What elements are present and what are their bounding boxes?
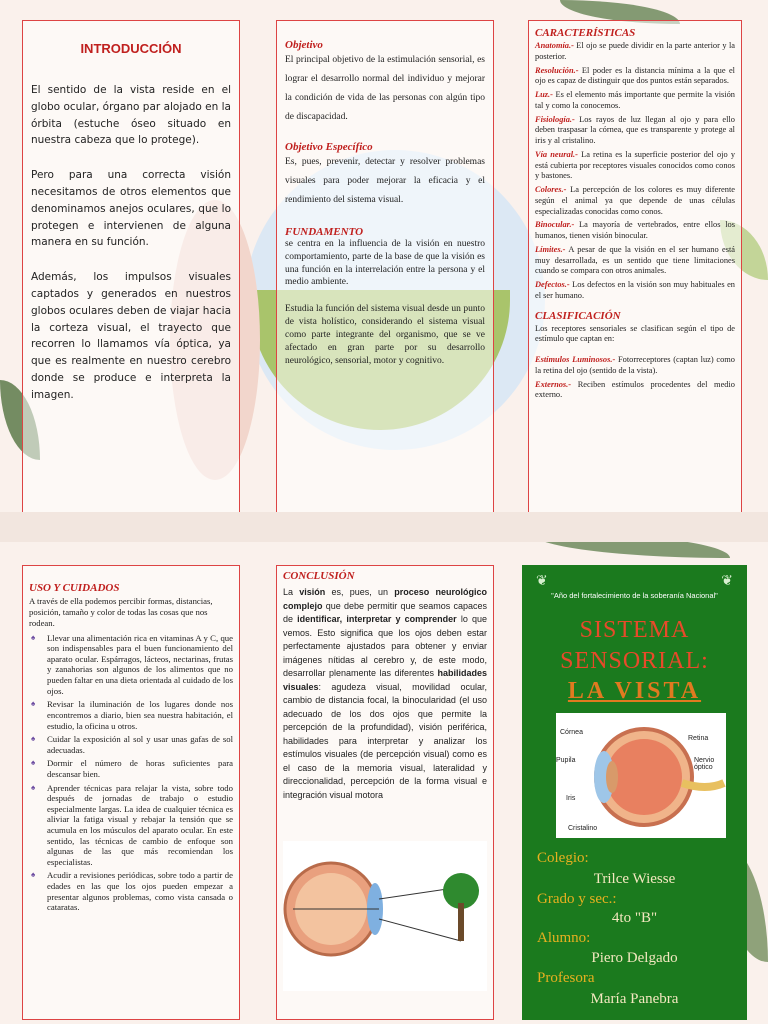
profesora-label: Profesora [537, 970, 595, 986]
clasificacion-list [535, 355, 735, 401]
leaf-decor [530, 532, 730, 558]
cover-title-line2: SENSORIAL: [560, 648, 709, 674]
feature-item: Binocular.- La mayoría de vertebrados, entre ellos los humanos, tienen visión binocular. [535, 220, 735, 240]
clasificacion-text: Los receptores sensoriales se clasifican según el tipo de estímulo que captan en: [535, 323, 735, 344]
colegio-label: Colegio: [537, 850, 589, 866]
label-iris: Iris [566, 795, 576, 802]
care-list-item: ♠ Llevar una alimentación rica en vitaminas A y C, que son indispensables para el buen funcionamiento del aparato ocular. Espárragos, lácteos, nectarinas, frutas y zanahorias son algunos de los alimentos que no pueden faltar en una dieta orientada al cuidado de los ojos. [29, 633, 233, 697]
label-nervio: Nervio óptico [694, 757, 715, 771]
intro-paragraph: El sentido de la vista reside en el globo ocular, órgano par alojado en la órbita (estuche óseo situado en nuestra cabeza que lo protege). [31, 84, 231, 147]
feature-item: Límites.- A pesar de que la visión en el ser humano está muy desarrollada, es un sentido que tiene limitaciones cuando se compara con otros animales. [535, 244, 735, 276]
uso-intro: A través de ella podemos percibir formas, distancias, posición, tamaño y color de todas las cosas que nos rodean. [29, 596, 213, 628]
eye-anatomy-image [556, 713, 726, 838]
cover-title-line3: LA VISTA [567, 678, 702, 704]
care-list-item: ♠ Dormir el número de horas suficientes para descansar bien. [29, 758, 233, 779]
caracteristicas-title: CARACTERÍSTICAS [535, 27, 636, 39]
panel-objetivo [276, 20, 494, 512]
cover-title-line1: SISTEMA [579, 617, 690, 643]
feature-item: Estímulos Luminosos.- Fotorreceptores (captan luz) como la retina del ojo (sentido de la vista). [535, 355, 735, 375]
motto: "Año del fortalecimiento de la soberanía Nacional" [551, 591, 718, 600]
intro-paragraph: Además, los impulsos visuales captados y generados en nuestros globos oculares deben de viajar hacia la corteza visual, el trayecto que recorren lo llamamos vía óptica, ya que es realmente en nuestro cerebro donde se produce e interpreta la imagen. [31, 271, 231, 401]
panel-portada [522, 565, 747, 1020]
feature-item: Externos.- Reciben estímulos procedentes del medio externo. [535, 379, 735, 400]
olive-branch-icon: ❦ [536, 574, 548, 589]
objetivo-especifico-text: Es, pues, prevenir, detectar y resolver problemas visuales para poder mejorar la eficacia y el rendimiento del sistema visual. [285, 157, 485, 205]
care-list-item: ♠ Cuidar la exposición al sol y usar unas gafas de sol adecuadas. [29, 734, 233, 755]
care-list-item: ♠ Aprender técnicas para relajar la vista, sobre todo después de jornadas de trabajo o estudio especialmente largas. La idea de cualquier técnica es aliviar la fatiga visual y rebajar la tensión que se acumula en los músculos del aparato ocular. En este sentido, las técnicas de cambio de enfoque son algunas de las que más recomiendan los especialistas. [29, 783, 233, 868]
clasificacion-title: CLASIFICACIÓN [535, 309, 621, 322]
intro-title: INTRODUCCIÓN [80, 41, 182, 56]
alumno-value: Piero Delgado [591, 950, 678, 966]
colegio-value: Trilce Wiesse [593, 871, 676, 887]
feature-item: Anatomía.- El ojo se puede dividir en la parte anterior y la posterior. [535, 41, 735, 61]
objetivo-especifico-title: Objetivo Específico [285, 141, 373, 153]
grado-label: Grado y sec.: [537, 891, 617, 907]
label-pupila: Pupila [556, 757, 576, 764]
alumno-label: Alumno: [537, 930, 591, 946]
panel-caracteristicas [528, 20, 742, 512]
fundamento-text: se centra en la influencia de la visión en nuestro comportamiento, parte de la base de que la visión es una función en la interrelación entre la persona y el medio ambiente. [285, 239, 485, 288]
fundamento-title: FUNDAMENTO [285, 226, 364, 238]
conclusion-text: La visión es, pues, un proceso neurológico complejo que debe permitir que seamos capaces de identificar, interpretar y comprender lo que vemos. Esto significa que los ojos deben estar perfectamente ajustados para obtener y enviar imágenes nítidas al cerebro y, de este modo, desarrollar plenamente las diferentes habilidades visuales: agudeza visual, movilidad ocular, cambio de distancia focal, la binocularidad (el uso adecuado de los dos ojos que permite la percepción de la profundidad), visión periférica, habilidades para interpretar y analizar los estímulos visuales (de percepción visual) como es el caso de la memoria visual, lateralidad y direccionalidad, percepción de la forma visual e integración visual motora [283, 587, 487, 800]
label-retina: Retina [688, 735, 709, 742]
conclusion-title: CONCLUSIÓN [283, 570, 355, 582]
uso-title: USO Y CUIDADOS [29, 582, 120, 594]
uso-list [29, 633, 233, 913]
panel-introduccion [22, 20, 240, 512]
feature-item: Defectos.- Los defectos en la visión son muy habituales en el ser humano. [535, 280, 735, 300]
care-list-item: ♠ Revisar la iluminación de los lugares donde nos encontremos a diario, bien sea nuestra habitación, el estudio, la oficina u otros. [29, 699, 233, 731]
intro-paragraph: Pero para una correcta visión necesitamos de otros elementos que denominamos anejos oculares, que lo protegen e intervienen de alguna manera en su función. [31, 169, 231, 249]
caracteristicas-list [535, 41, 735, 302]
feature-item: Luz.- Es el elemento más importante que permite la visión tal y como la conocemos. [535, 90, 735, 110]
eye-focus-illustration [283, 841, 487, 991]
care-list-item: ♠ Acudir a revisiones periódicas, sobre todo a partir de edades en las que los ojos pueden empezar a presentar algunos problemas, como vista cansada o cataratas. [29, 870, 233, 912]
objetivo-text: El principal objetivo de la estimulación sensorial, es lograr el desarrollo normal del individuo y mejorar la condición de vida de las personas con algún tipo de discapacidad. [285, 55, 485, 122]
feature-item: Vía neural.- La retina es la superficie posterior del ojo y está cubierta por receptores visuales conocidos como conos y bastones. [535, 149, 736, 181]
panel-uso-cuidados [22, 565, 240, 1020]
label-cristalino: Cristalino [568, 825, 598, 832]
fundamento-text-2: Estudia la función del sistema visual desde un punto de vista holístico, considerando el sistema visual como parte integrante del organismo, que se ve afectado en gran parte por su desarrollo neurológico, sensorial, motor y cognitivo. [285, 304, 485, 366]
feature-item: Colores.- La percepción de los colores es muy diferente según el animal ya que depende de unas células especializadas conocidas como conos. [535, 185, 735, 216]
feature-item: Fisiología.- Los rayos de luz llegan al ojo y para ello deben traspasar la córnea, que es transparente y protege al iris y al cristalino. [535, 114, 735, 145]
panel-conclusion [276, 565, 494, 1020]
olive-branch-icon: ❦ [721, 574, 733, 589]
label-cornea: Córnea [560, 729, 583, 736]
feature-item: Resolución.- El poder es la distancia mínima a la que el ojo es capaz de distinguir que dos puntos están separados. [535, 65, 735, 86]
profesora-value: María Panebra [590, 991, 679, 1007]
objetivo-title: Objetivo [285, 39, 323, 51]
grado-value: 4to "B" [611, 910, 658, 926]
